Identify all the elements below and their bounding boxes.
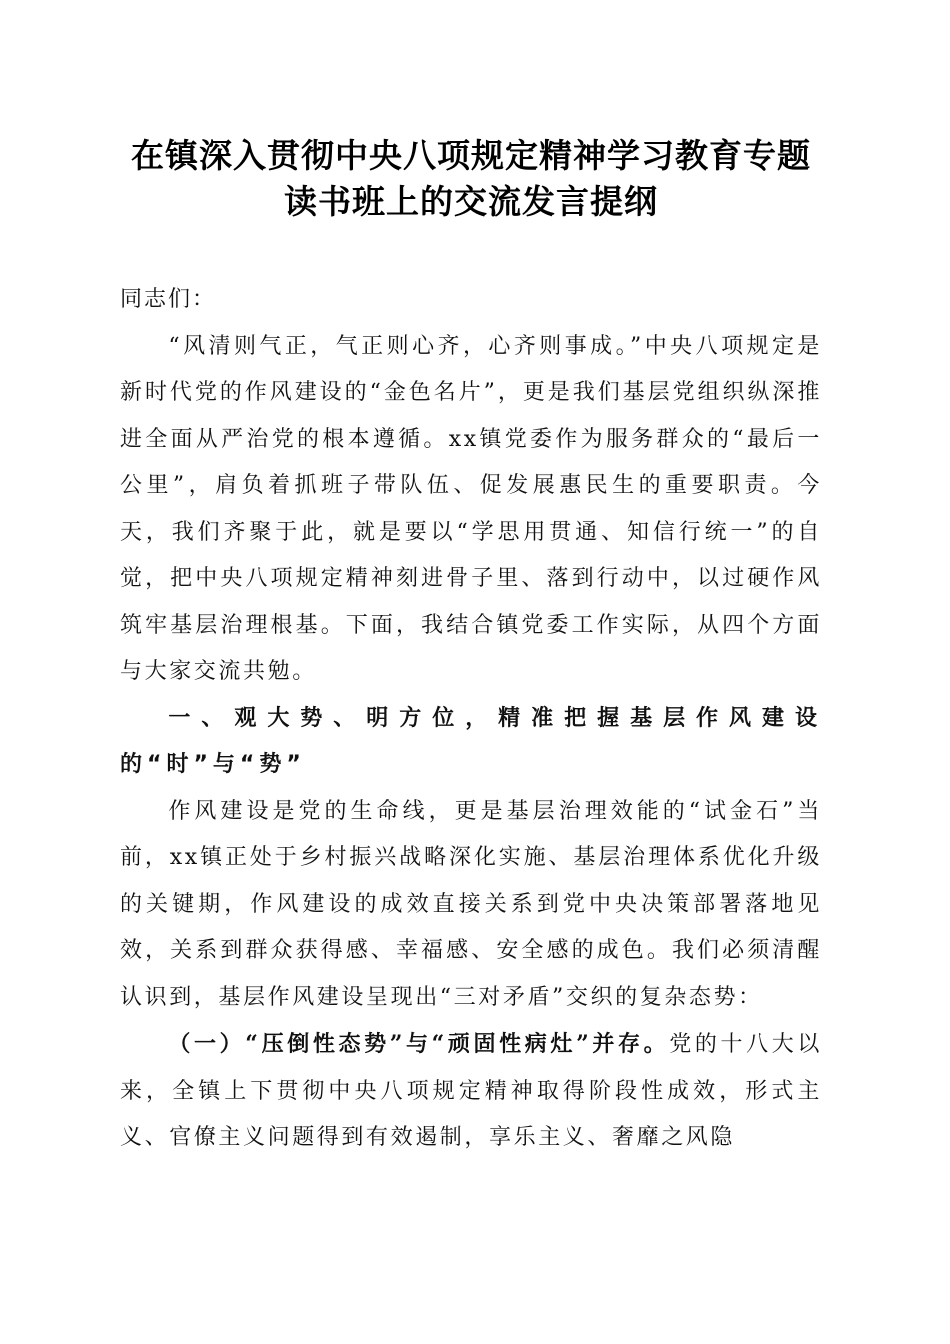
section-1-body: 作风建设是党的生命线，更是基层治理效能的“试金石”当前，xx镇正处于乡村振兴战略深化实施、基层治理体系优化升级的关键期，作风建设的成效直接关系到党中央决策部署落地见效，关系到群众获得感、幸福感、安全感的成色。我们必须清醒认识到，基层作风建设呈现出“三对矛盾”交织的复杂态势： [120,798,822,1010]
section-1-heading: 一、观大势、明方位，精准把握基层作风建设的“时”与“势” [120,705,822,777]
salutation: 同志们： [120,287,217,312]
subsection-1-body: 党的十八大以来，全镇上下贯彻中央八项规定精神取得阶段性成效，形式主义、官僚主义问题得到有效遏制，享乐主义、奢靡之风隐 [120,1032,823,1150]
intro-paragraph: “风清则气正，气正则心齐，心齐则事成。”中央八项规定是新时代党的作风建设的“金色名片”，更是我们基层党组织纵深推进全面从严治党的根本遵循。xx镇党委作为服务群众的“最后一公里”，肩负着抓班子带队伍、促发展惠民生的重要职责。今天，我们齐聚于此，就是要以“学思用贯通、知信行统一”的自觉，把中央八项规定精神刻进骨子里、落到行动中，以过硬作风筑牢基层治理根基。下面，我结合镇党委工作实际，从四个方面与大家交流共勉。 [120,333,822,684]
title-line-1: 在镇深入贯彻中央八项规定精神学习教育专题 [131,136,811,175]
document-title [120,133,822,225]
subsection-1-label: （一）“压倒性态势”与“顽固性病灶”并存。 [168,1031,670,1057]
subsection-1-paragraph [120,1021,822,1162]
title-line-2: 读书班上的交流发言提纲 [284,182,658,221]
